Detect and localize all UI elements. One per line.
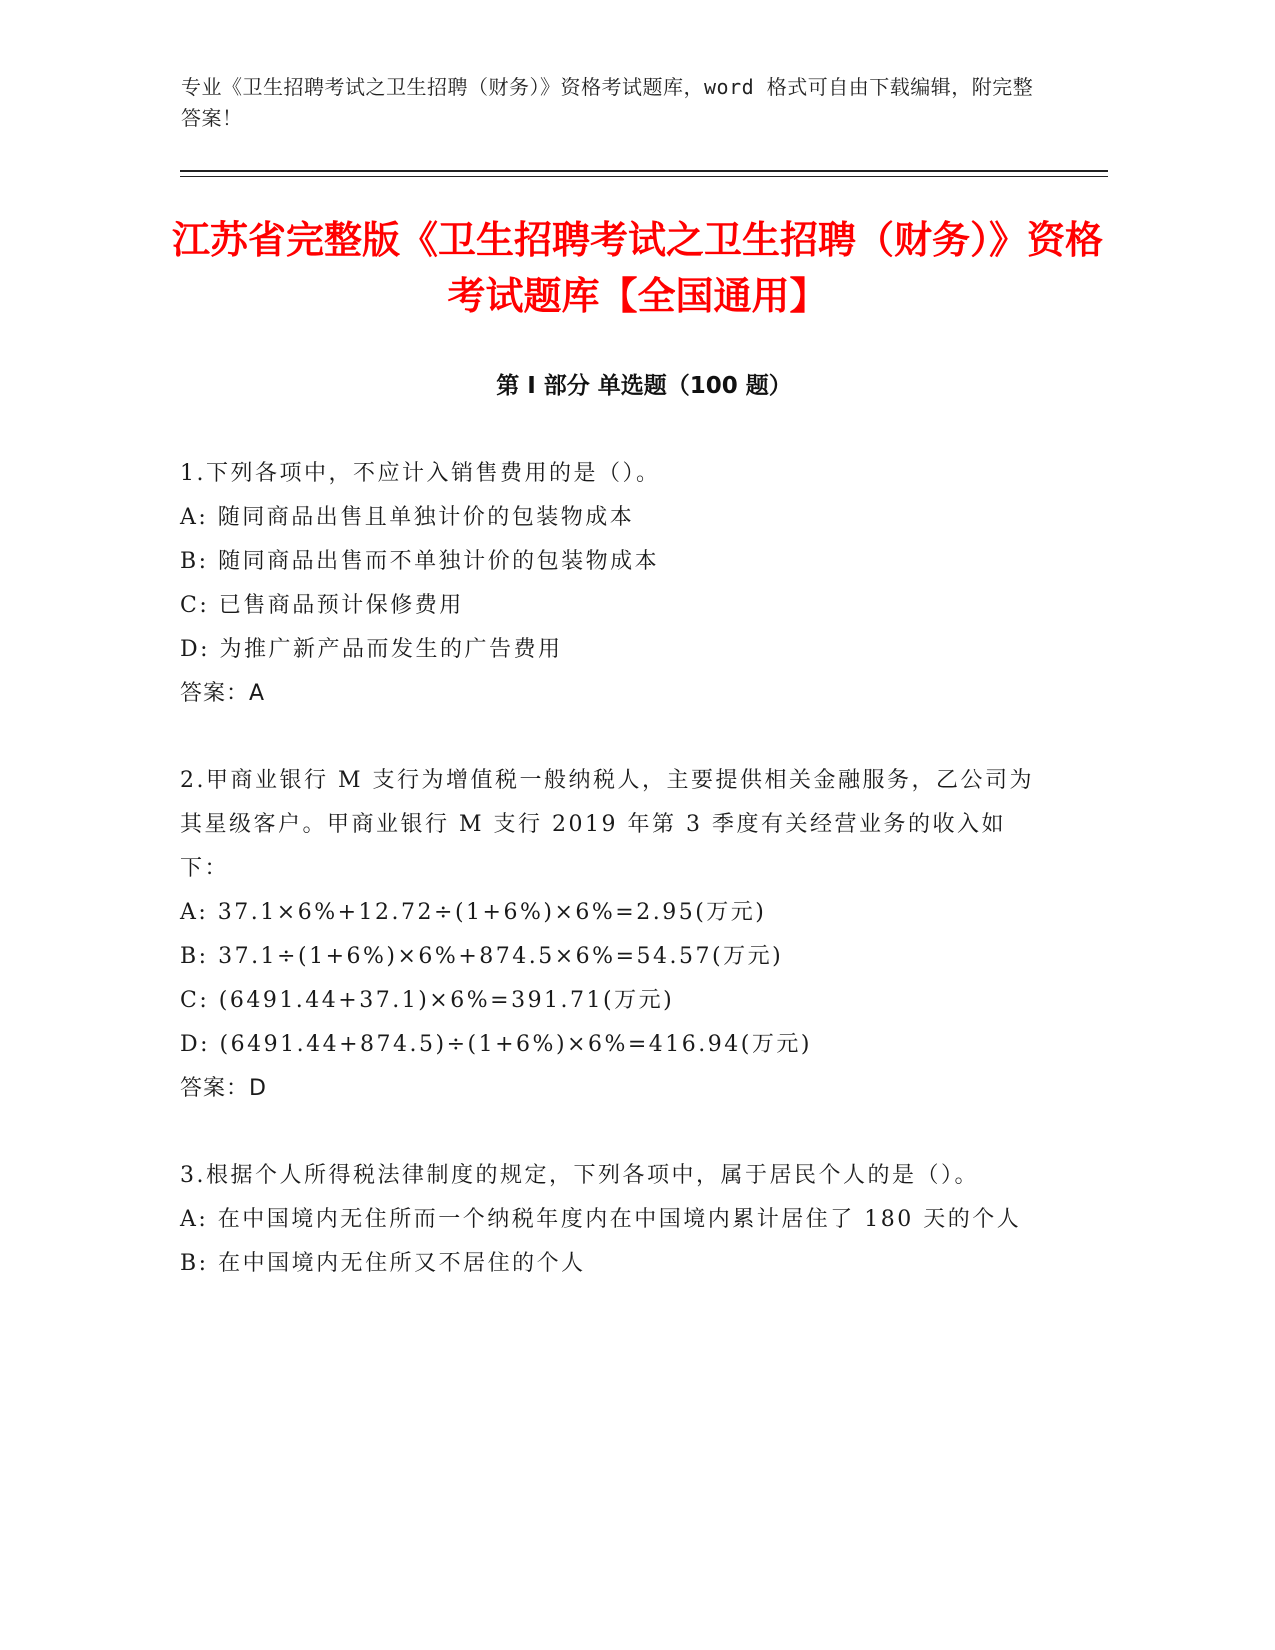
option-a: A: 随同商品出售且单独计价的包装物成本 xyxy=(180,505,635,530)
question-stem: 1.下列各项中，不应计入销售费用的是（）。 xyxy=(180,461,661,486)
question-stem: 3.根据个人所得税法律制度的规定，下列各项中，属于居民个人的是（）。 xyxy=(180,1163,979,1188)
option-a: A: 37.1×6%+12.72÷(1+6%)×6%=2.95(万元) xyxy=(180,900,767,925)
option-b: B: 37.1÷(1+6%)×6%+874.5×6%=54.57(万元) xyxy=(180,944,784,969)
question-3 xyxy=(180,1154,1040,1286)
option-c: C: 已售商品预计保修费用 xyxy=(180,593,464,618)
option-b: B: 随同商品出售而不单独计价的包装物成本 xyxy=(180,549,660,574)
header-divider-thick xyxy=(180,170,1108,172)
option-b: B: 在中国境内无住所又不居住的个人 xyxy=(180,1251,586,1276)
header-divider-thin xyxy=(180,176,1108,177)
section-title: 第 I 部分 单选题（100 题） xyxy=(496,373,792,399)
option-c: C: (6491.44+37.1)×6%=391.71(万元) xyxy=(180,988,675,1013)
question-1 xyxy=(180,452,1040,716)
question-stem: 2.甲商业银行 M 支行为增值税一般纳税人，主要提供相关金融服务，乙公司为其星级客户。甲商业银行 M 支行 2019 年第 3 季度有关经营业务的收入如下： xyxy=(180,768,1035,881)
header-note: 专业《卫生招聘考试之卫生招聘（财务）》资格考试题库，word 格式可自由下载编辑，附完整答案！ xyxy=(181,75,1034,130)
document-title: 江苏省完整版《卫生招聘考试之卫生招聘（财务）》资格考试题库【全国通用】 xyxy=(171,218,1103,318)
option-a: A: 在中国境内无住所而一个纳税年度内在中国境内累计居住了 180 天的个人 xyxy=(180,1207,1022,1232)
question-2 xyxy=(180,759,1040,1111)
answer: 答案：A xyxy=(180,681,266,706)
option-d: D: (6491.44+874.5)÷(1+6%)×6%=416.94(万元) xyxy=(180,1032,812,1057)
question-list xyxy=(180,452,1040,1329)
answer: 答案：D xyxy=(180,1076,267,1101)
option-d: D: 为推广新产品而发生的广告费用 xyxy=(180,637,563,662)
